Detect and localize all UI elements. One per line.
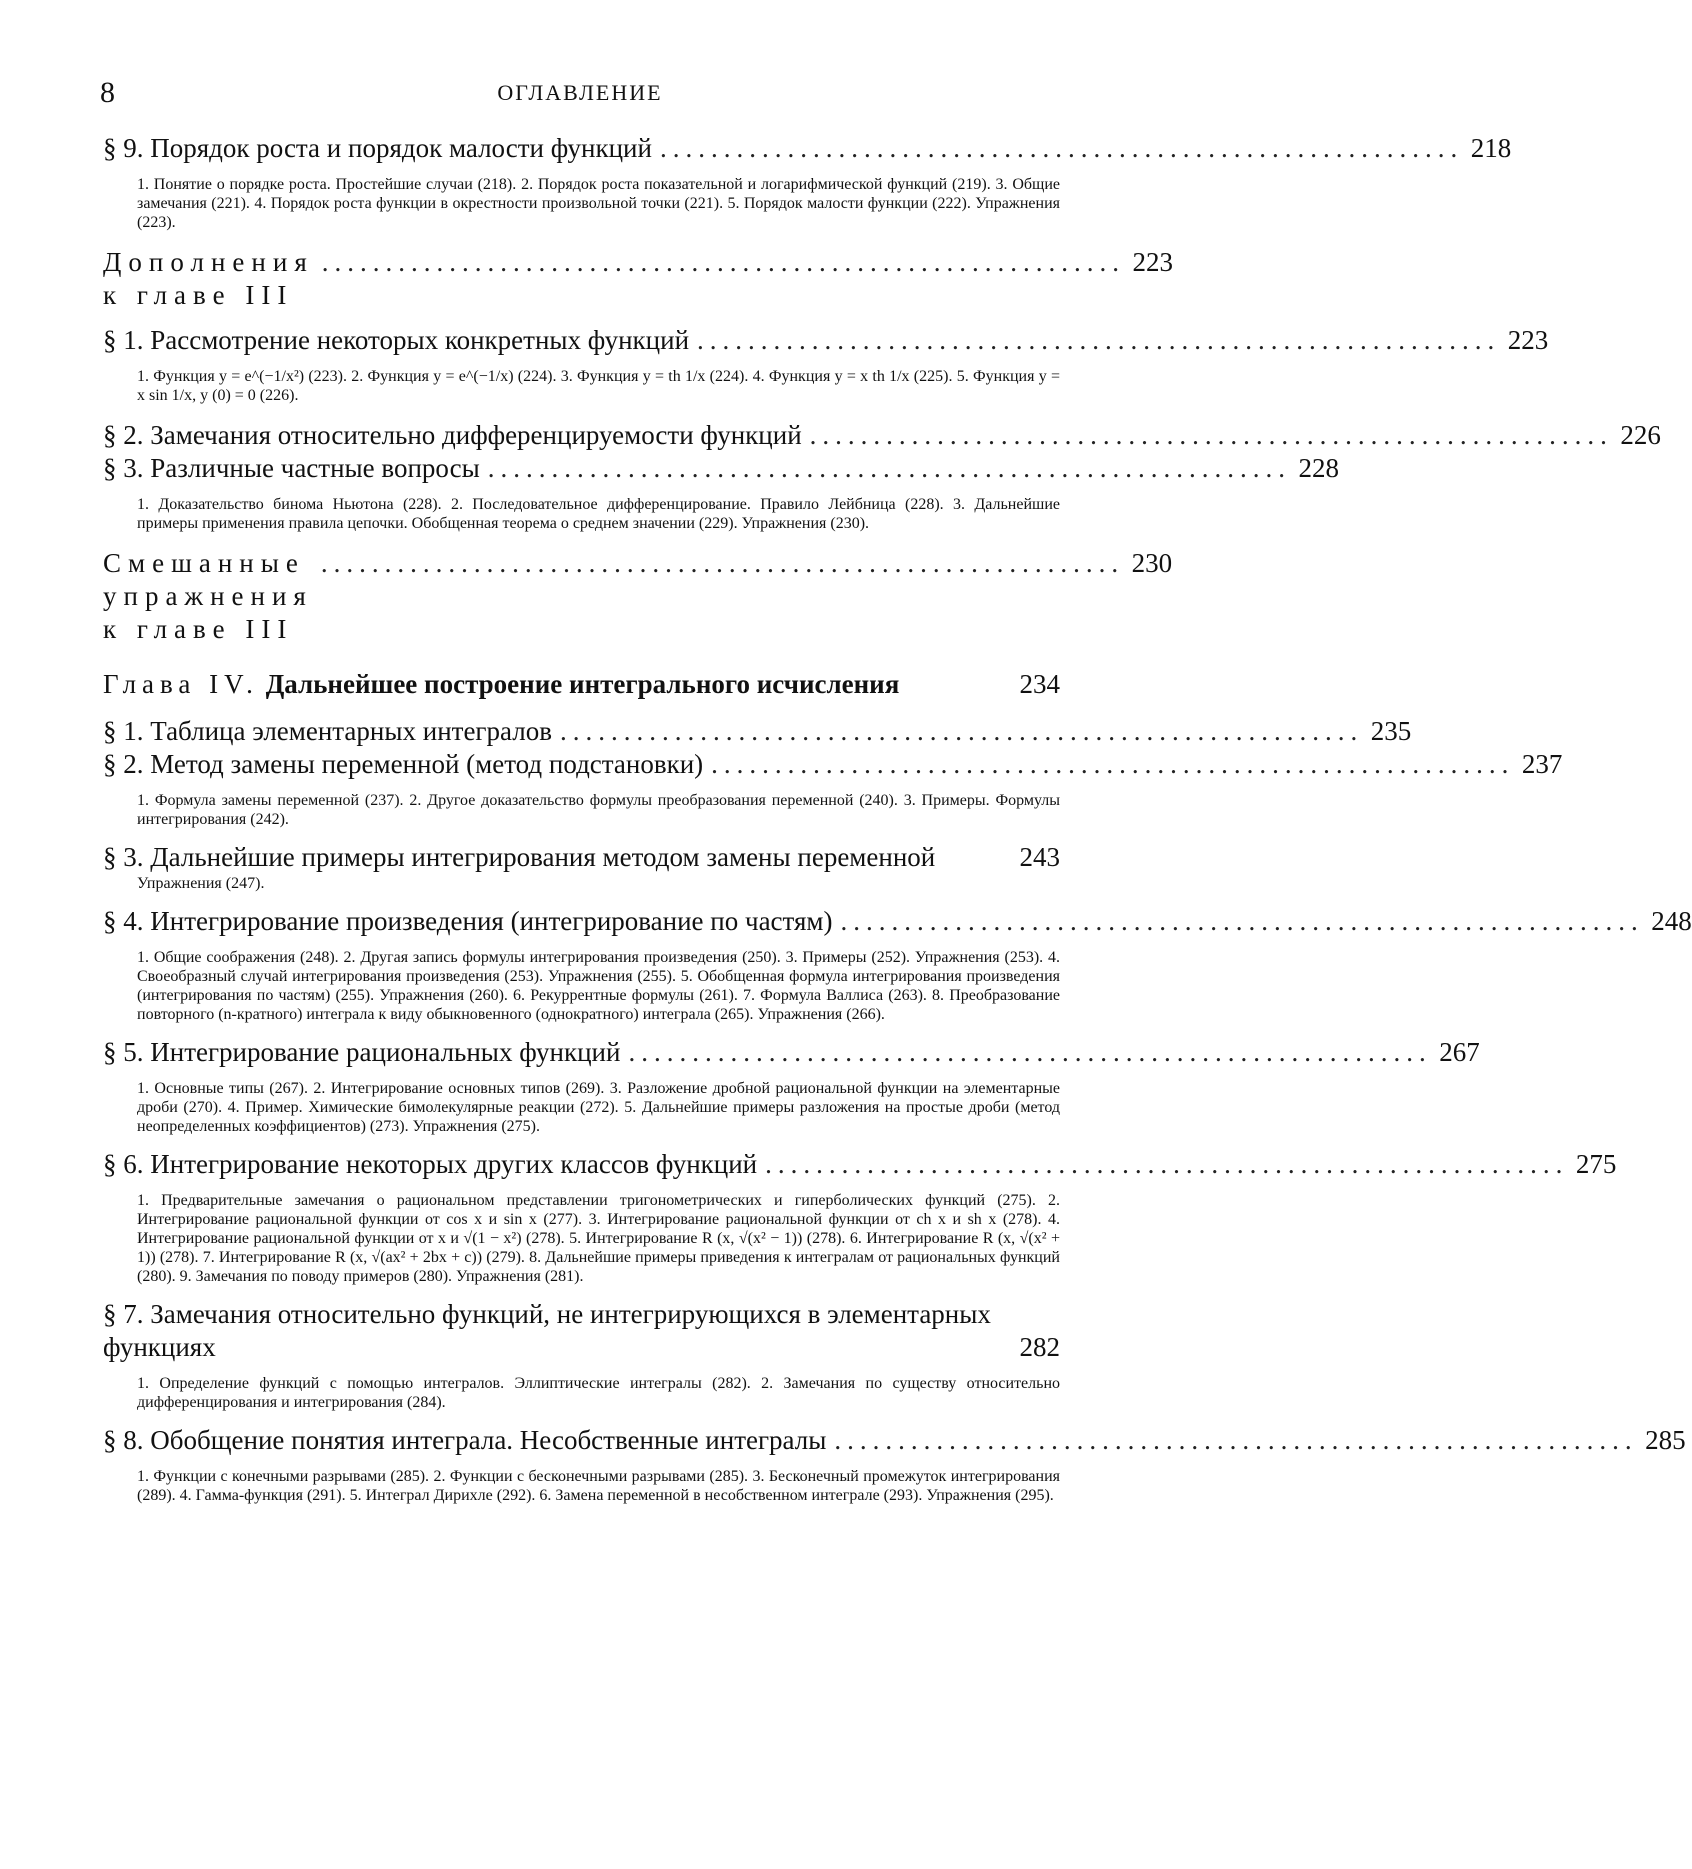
page-header: [100, 76, 1060, 110]
subsection-list: 1. Основные типы (267). 2. Интегрирование основных типов (269). 3. Разложение дробной рациональной функции на элементарные дроби (270). 4. Пример. Химические бимолекулярные реакции (272). 5. Дальнейшие примеры разложения на простые дроби (метод неопределенных коэффициентов) (273). Упражнения (275).: [137, 1079, 1060, 1136]
document-page: [0, 0, 1200, 1869]
subsection-list: 1. Функция y = e^(−1/x²) (223). 2. Функция y = e^(−1/x) (224). 3. Функция y = th 1/x (224). 4. Функция y = x th 1/x (225). 5. Функция y = x sin 1/x, y (0) = 0 (226).: [137, 367, 1060, 405]
section-title: Интегрирование рациональных функций: [150, 1036, 620, 1069]
section-title: Интегрирование некоторых других классов функций: [150, 1148, 757, 1181]
chapter-title: Дальнейшее построение интегрального исчисления: [266, 668, 900, 701]
supplement-title: Смешанные упражнения к главе III: [103, 547, 313, 646]
toc-entry[interactable]: [103, 1298, 1060, 1364]
section-mark: § 3.: [103, 452, 144, 485]
section-title: Таблица элементарных интегралов: [150, 715, 552, 748]
section-title: Рассмотрение некоторых конкретных функций: [150, 324, 689, 357]
page-ref: 243: [1018, 841, 1060, 874]
section-title: Замечания относительно функций, не интегрирующихся в элементарных функциях: [103, 1299, 991, 1362]
subsection-list: Упражнения (247).: [137, 874, 1060, 893]
section-mark: § 8.: [103, 1424, 144, 1457]
section-title: Порядок роста и порядок малости функций: [150, 132, 652, 165]
section-title: Обобщение понятия интеграла. Несобственные интегралы: [150, 1424, 826, 1457]
page-ref: 223: [1506, 324, 1548, 357]
supplement-title: Дополнения к главе III: [103, 246, 314, 312]
section-mark: § 7.: [103, 1299, 144, 1329]
page-ref: 235: [1369, 715, 1411, 748]
toc-chapter[interactable]: [103, 668, 1060, 701]
page-ref: 282: [1018, 1331, 1060, 1364]
section-mark: § 1.: [103, 324, 144, 357]
page-ref: 234: [1018, 668, 1060, 701]
section-title: Замечания относительно дифференцируемости функций: [150, 419, 801, 452]
section-mark: § 3.: [103, 842, 144, 872]
page-ref: 218: [1469, 132, 1511, 165]
section-mark: § 4.: [103, 905, 144, 938]
subsection-list: 1. Понятие о порядке роста. Простейшие случаи (218). 2. Порядок роста показательной и логарифмической функций (219). 3. Общие замечания (221). 4. Порядок роста функции в окрестности произвольной точки (221). 5. Порядок малости функции (222). Упражнения (223).: [137, 175, 1060, 232]
toc-entry[interactable]: § 5. Интегрирование рациональных функций ............................................................... 267: [103, 1036, 1060, 1069]
section-title: Дальнейшие примеры интегрирования методом замены переменной: [150, 842, 935, 872]
section-mark: § 6.: [103, 1148, 144, 1181]
subsection-list: 1. Формула замены переменной (237). 2. Другое доказательство формулы преобразования переменной (240). 3. Примеры. Формулы интегрирования (242).: [137, 791, 1060, 829]
toc-entry[interactable]: § 6. Интегрирование некоторых других классов функций ............................................................... 275: [103, 1148, 1060, 1181]
section-mark: § 1.: [103, 715, 144, 748]
toc-entry[interactable]: § 8. Обобщение понятия интеграла. Несобственные интегралы ............................................................... 285: [103, 1424, 1060, 1457]
subsection-list: 1. Доказательство бинома Ньютона (228). 2. Последовательное дифференцирование. Правило Лейбница (228). 3. Дальнейшие примеры применения правила цепочки. Обобщенная теорема о среднем значении (229). Упражнения (230).: [137, 495, 1060, 533]
page-ref: 228: [1297, 452, 1339, 485]
subsection-list: 1. Предварительные замечания о рациональном представлении тригонометрических и гиперболических функций (275). 2. Интегрирование рациональной функции от cos x и sin x (277). 3. Интегрирование рациональной функции от ch x и sh x (278). 4. Интегрирование рациональной функции от x и √(1 − x²) (278). 5. Интегрирование R (x, √(x² − 1)) (278). 6. Интегрирование R (x, √(x² + 1)) (278). 7. Интегрирование R (x, √(ax² + 2bx + c)) (279). 8. Дальнейшие примеры приведения к интегралам от рациональных функций (280). 9. Замечания по поводу примеров (280). Упражнения (281).: [137, 1191, 1060, 1286]
subsection-list: 1. Функции с конечными разрывами (285). 2. Функции с бесконечными разрывами (285). 3. Бесконечный промежуток интегрирования (289). 4. Гамма-функция (291). 5. Интеграл Дирихле (292). 6. Замена переменной в несобственном интеграле (293). Упражнения (295).: [137, 1467, 1060, 1505]
toc-entry[interactable]: § 2. Замечания относительно дифференцируемости функций ............................................................... 226: [103, 419, 1060, 452]
page-ref: 226: [1619, 419, 1661, 452]
chapter-label: Глава IV.: [103, 668, 259, 701]
page-ref: 237: [1520, 748, 1562, 781]
section-title: Различные частные вопросы: [150, 452, 479, 485]
toc-supplement[interactable]: Смешанные упражнения к главе III ............................................................... 230: [103, 547, 1060, 646]
page-number: 8: [100, 76, 115, 110]
section-title: Метод замены переменной (метод подстановки): [150, 748, 703, 781]
page-ref: 248: [1650, 905, 1692, 938]
section-mark: § 5.: [103, 1036, 144, 1069]
section-mark: § 2.: [103, 419, 144, 452]
toc-entry[interactable]: § 2. Метод замены переменной (метод подстановки) ............................................................... 237: [103, 748, 1060, 781]
toc-entry[interactable]: § 1. Таблица элементарных интегралов ............................................................... 235: [103, 715, 1060, 748]
toc-entry[interactable]: § 4. Интегрирование произведения (интегрирование по частям) ............................................................... 248: [103, 905, 1060, 938]
toc-entry[interactable]: § 1. Рассмотрение некоторых конкретных функций ............................................................... 223: [103, 324, 1060, 357]
page-ref: 275: [1574, 1148, 1616, 1181]
page-ref: 267: [1438, 1036, 1480, 1069]
subsection-list: 1. Общие соображения (248). 2. Другая запись формулы интегрирования произведения (250). 3. Примеры (252). Упражнения (253). 4. Своеобразный случай интегрирования произведения (253). Упражнения (255). 5. Обобщенная формула интегрирования произведения (интегрирования по частям) (255). Упражнения (260). 6. Рекуррентные формулы (261). 7. Формула Валлиса (263). 8. Преобразование повторного (n-кратного) интеграла к виду обыкновенного (однократного) интеграла (265). Упражнения (266).: [137, 948, 1060, 1024]
toc-supplement[interactable]: Дополнения к главе III ............................................................... 223: [103, 246, 1060, 312]
running-title: ОГЛАВЛЕНИЕ: [100, 80, 1060, 106]
section-mark: § 9.: [103, 132, 144, 165]
section-title: Интегрирование произведения (интегрирование по частям): [150, 905, 832, 938]
page-ref: 230: [1130, 547, 1172, 580]
subsection-list: 1. Определение функций с помощью интегралов. Эллиптические интегралы (282). 2. Замечания по существу относительно дифференцирования и интегрирования (284).: [137, 1374, 1060, 1412]
page-ref: 223: [1131, 246, 1173, 279]
page-ref: 285: [1644, 1424, 1686, 1457]
toc-entry[interactable]: § 3. Различные частные вопросы ............................................................... 228: [103, 452, 1060, 485]
toc-entry[interactable]: § 9. Порядок роста и порядок малости функций ............................................................... 218: [103, 132, 1060, 165]
table-of-contents: [103, 120, 1060, 1511]
toc-entry[interactable]: [103, 841, 1060, 874]
section-mark: § 2.: [103, 748, 144, 781]
